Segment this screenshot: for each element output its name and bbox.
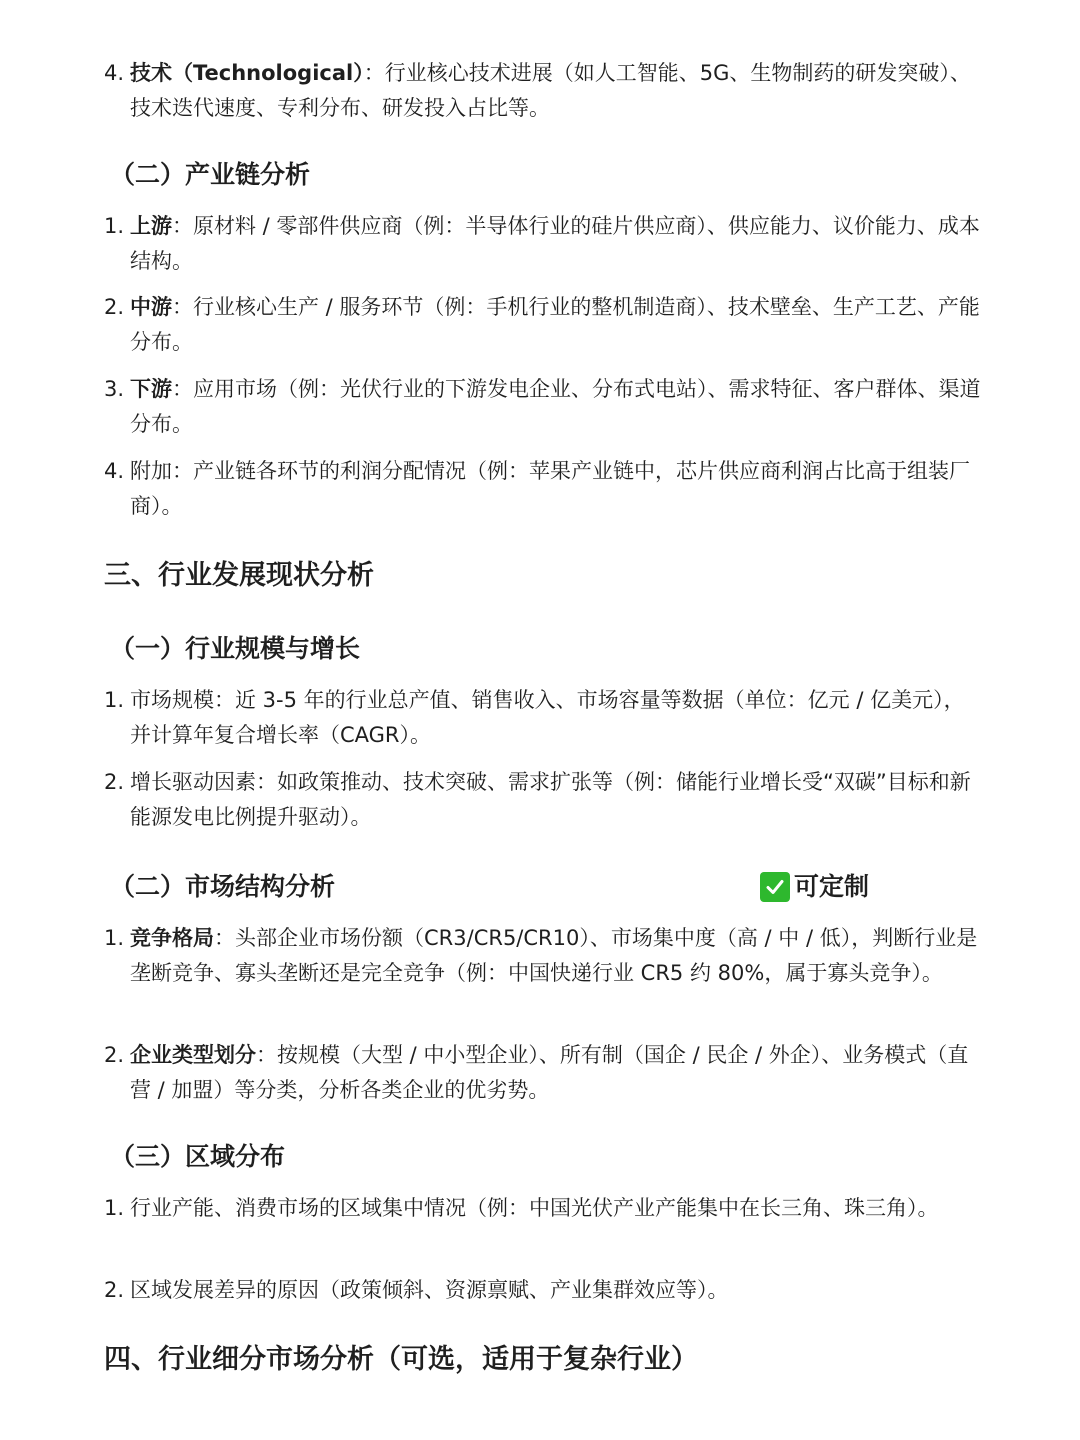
- heading-market-structure: （二）市场结构分析: [110, 872, 336, 901]
- list-item-body: ：原材料 / 零部件供应商（例：半导体行业的硅片供应商）、供应能力、议价能力、成本结构。: [130, 214, 980, 273]
- list-item-term: 上游: [130, 214, 172, 238]
- badge-label: 可定制: [794, 872, 870, 901]
- list-item-regional-concentration: [104, 1191, 984, 1226]
- list-item-body: ：行业核心生产 / 服务环节（例：手机行业的整机制造商）、技术壁垒、生产工艺、产能分布。: [130, 295, 980, 354]
- list-number: 2.: [104, 770, 125, 794]
- heading-industry-chain: （二）产业链分析: [110, 160, 311, 189]
- list-item-body: 行业产能、消费市场的区域集中情况（例：中国光伏产业产能集中在长三角、珠三角）。: [130, 1196, 939, 1220]
- list-number: 4.: [104, 459, 125, 483]
- list-item-midstream: [104, 290, 984, 360]
- list-item-body: 增长驱动因素：如政策推动、技术突破、需求扩张等（例：储能行业增长受“双碳”目标和新能源发电比例提升驱动）。: [130, 770, 971, 829]
- heading-section-4: 四、行业细分市场分析（可选，适用于复杂行业）: [104, 1344, 698, 1375]
- list-number: 2.: [104, 1278, 125, 1302]
- list-item-body: ：行业核心技术进展（如人工智能、5G、生物制药的研发突破）、技术迭代速度、专利分布、研发投入占比等。: [130, 61, 971, 120]
- list-item-term: 企业类型划分: [130, 1043, 256, 1067]
- list-number: 1.: [104, 926, 125, 950]
- list-item-competition: [104, 921, 984, 991]
- list-number: 4.: [104, 61, 125, 85]
- check-icon: [760, 872, 790, 902]
- list-item-body: 附加：产业链各环节的利润分配情况（例：苹果产业链中，芯片供应商利润占比高于组装厂商）。: [130, 459, 970, 518]
- list-item-enterprise-types: [104, 1038, 984, 1108]
- list-item-term: 下游: [130, 377, 172, 401]
- list-number: 2.: [104, 1043, 125, 1067]
- list-number: 3.: [104, 377, 125, 401]
- list-item-body: ：按规模（大型 / 中小型企业）、所有制（国企 / 民企 / 外企）、业务模式（直营 / 加盟）等分类，分析各类企业的优劣势。: [130, 1043, 969, 1102]
- list-number: 1.: [104, 214, 125, 238]
- heading-scale-growth: （一）行业规模与增长: [110, 634, 361, 663]
- list-item-body: 区域发展差异的原因（政策倾斜、资源禀赋、产业集群效应等）。: [130, 1278, 729, 1302]
- list-number: 1.: [104, 688, 125, 712]
- heading-regional-distribution: （三）区域分布: [110, 1142, 286, 1171]
- list-item-regional-differences: [104, 1273, 984, 1308]
- list-item-market-size: [104, 683, 984, 753]
- list-item-term: 技术（Technological）: [130, 61, 364, 85]
- list-number: 2.: [104, 295, 125, 319]
- list-item-profit-distribution: [104, 454, 984, 524]
- heading-section-3: 三、行业发展现状分析: [104, 560, 374, 591]
- list-item-upstream: [104, 209, 984, 279]
- list-item-downstream: [104, 372, 984, 442]
- list-item-body: ：应用市场（例：光伏行业的下游发电企业、分布式电站）、需求特征、客户群体、渠道分布。: [130, 377, 981, 436]
- list-item-term: 竞争格局: [130, 926, 214, 950]
- list-item-growth-drivers: [104, 765, 984, 835]
- list-item-body: ：头部企业市场份额（CR3/CR5/CR10）、市场集中度（高 / 中 / 低），判断行业是垄断竞争、寡头垄断还是完全竞争（例：中国快递行业 CR5 约 80%，属于寡头竞争）。: [130, 926, 978, 985]
- list-item-term: 中游: [130, 295, 172, 319]
- list-item-body: 市场规模：近 3-5 年的行业总产值、销售收入、市场容量等数据（单位：亿元 / 亿美元），并计算年复合增长率（CAGR）。: [130, 688, 965, 747]
- list-item-technological: [104, 56, 984, 126]
- list-number: 1.: [104, 1196, 125, 1220]
- customizable-badge: [760, 870, 869, 904]
